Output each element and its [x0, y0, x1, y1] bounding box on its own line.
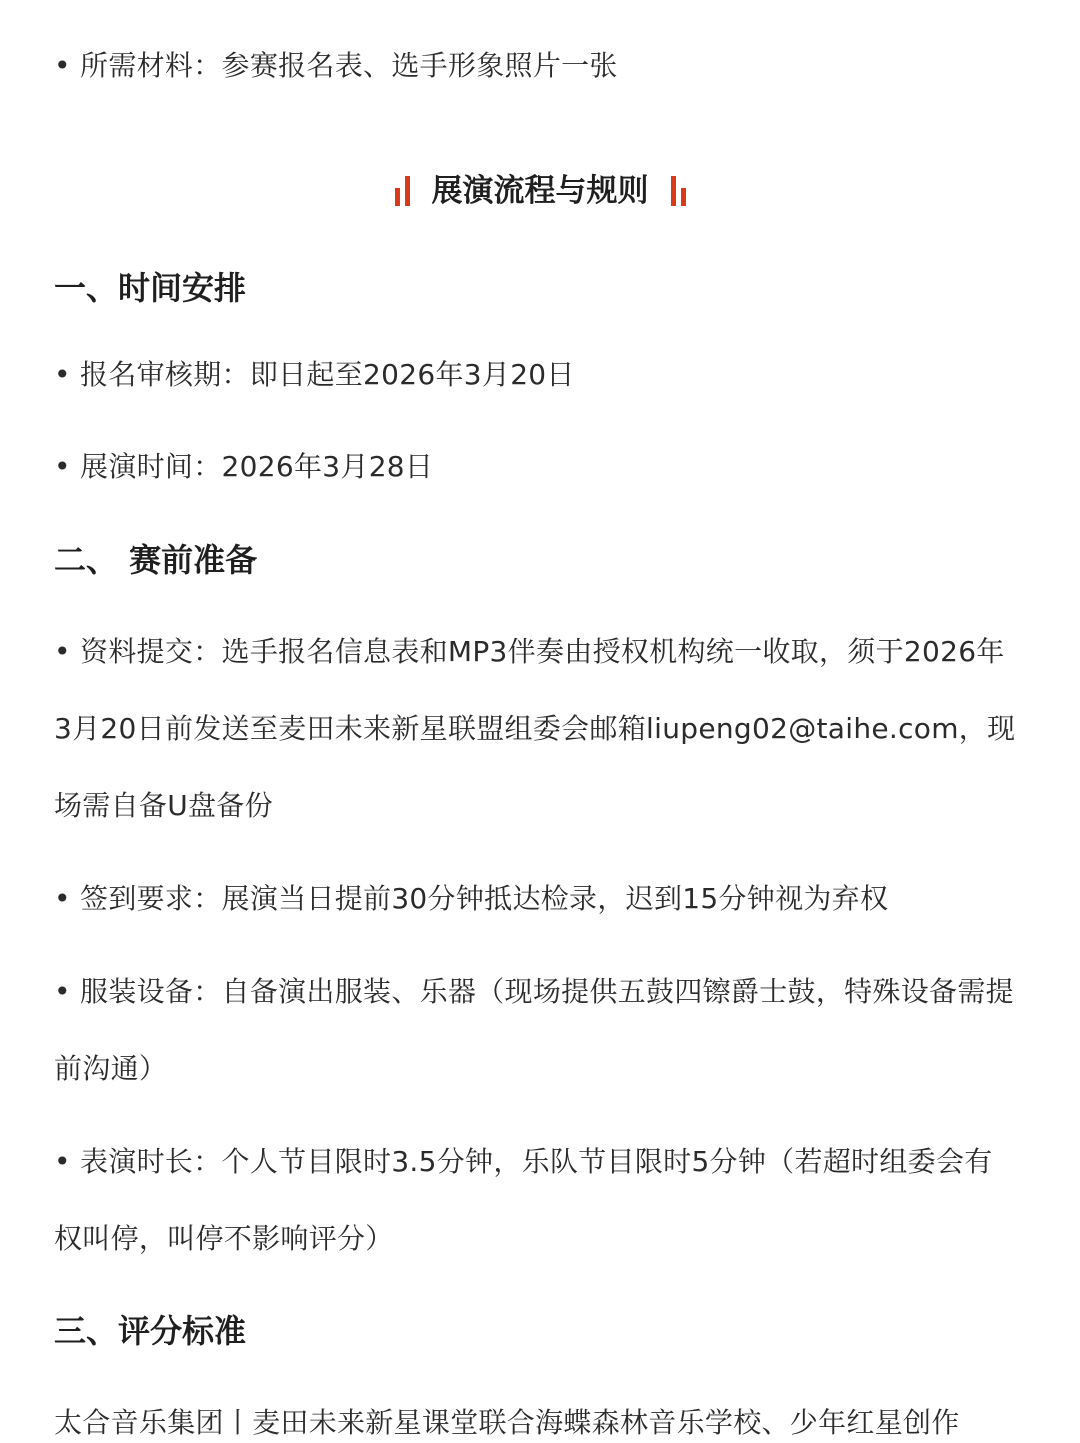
list-item-continuation: 场需自备U盘备份: [54, 789, 273, 822]
list-item: • 资料提交：选手报名信息表和MP3伴奏由授权机构统一收取，须于2026年: [54, 635, 1005, 668]
heading-scoring: 三、评分标准: [54, 1312, 247, 1350]
list-item: • 展演时间：2026年3月28日: [54, 450, 434, 483]
list-item: • 报名审核期：即日起至2026年3月20日: [54, 358, 575, 391]
section-title: 展演流程与规则: [431, 173, 649, 209]
heading-schedule: 一、时间安排: [54, 269, 247, 307]
list-item: • 表演时长：个人节目限时3.5分钟，乐队节目限时5分钟（若超时组委会有: [54, 1145, 993, 1178]
list-item: • 服装设备：自备演出服装、乐器（现场提供五鼓四镲爵士鼓，特殊设备需提: [54, 975, 1014, 1008]
list-item: • 签到要求：展演当日提前30分钟抵达检录，迟到15分钟视为弃权: [54, 882, 889, 915]
red-bars-icon: [395, 176, 410, 206]
list-item-continuation: 权叫停，叫停不影响评分）: [54, 1222, 394, 1255]
red-bars-icon: [671, 176, 686, 206]
list-item-continuation: 前沟通）: [54, 1052, 168, 1085]
section-title-block: [0, 166, 1080, 216]
list-item-continuation: 3月20日前发送至麦田未来新星联盟组委会邮箱liupeng02@taihe.com，现: [54, 712, 1016, 745]
heading-preparation: 二、 赛前准备: [54, 541, 258, 579]
materials-line: • 所需材料：参赛报名表、选手形象照片一张: [54, 49, 618, 82]
paragraph-line: 太合音乐集团丨麦田未来新星课堂联合海蝶森林音乐学校、少年红星创作: [54, 1406, 960, 1439]
